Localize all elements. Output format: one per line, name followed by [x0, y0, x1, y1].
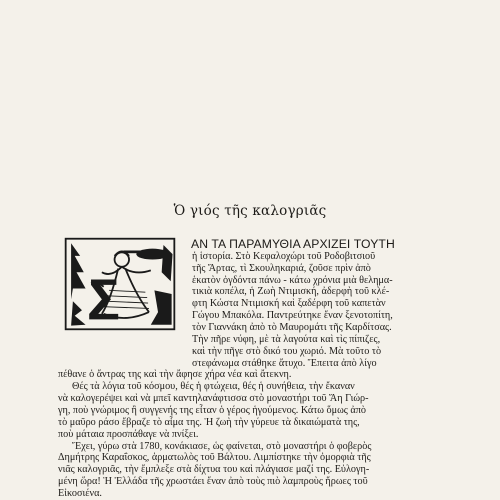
text-line: τὸ μαῦρο ράσο ἔβραζε τὸ αἷμα της. Ἡ ζωὴ τὴν γύρευε τὰ δικαιώματὰ της, [58, 416, 360, 428]
page-title: Ὁ γιός τῆς καλογριᾶς [173, 203, 327, 219]
text-line: στεφάνωμα στάθηκε ἄτυχο. Ἔπειτα ἀπὸ λίγο [192, 357, 377, 369]
text-line: ἑκατὸν ὀγδόντα πάνω - κάτω χρόνια μιὰ θελημα- [192, 274, 393, 286]
text-line: νιᾶς καλογριᾶς, τὴν ἔμπλεξε στὰ δίχτυα του καὶ πλάγιασε μαζί της. Εὐλογη- [58, 464, 370, 476]
text-line: Θές τὰ λόγια τοῦ κόσμου, θές ἡ φτώχεια, θές ἡ συνήθεια, τὴν ἔκαναν [72, 381, 355, 393]
text-line: Εἰκοσιένα. [58, 488, 102, 499]
text-line: γη, ποὺ γνώριμος ἢ συγγενής της εἶταν ὁ γέρος ἡγούμενος. Κάτω ὅμως ἀπὸ [58, 405, 366, 416]
text-line: πέθανε ὁ ἄντρας της καὶ τὴν ἄφησε χήρα νέα καὶ ἄτεκνη. [58, 369, 292, 381]
text-line: καὶ τὴν πῆγε στὸ δικό του χωριό. Μὰ τοῦτο τὸ [192, 345, 382, 357]
woodcut-illustration [58, 236, 182, 332]
text-line: τὸν Γιαννάκη ἀπὸ τὸ Μαυρομάτι τῆς Καρδίτσας. [192, 322, 392, 333]
text-line: Τὴν πῆρε νύφη, μὲ τὰ λαγούτα καὶ τὶς πίπιζες, [192, 333, 381, 345]
text-line: τικιὰ κοπέλα, ἡ Ζωὴ Ντιμισκή, ἀδερφὴ τοῦ κλέ- [192, 286, 390, 298]
text-line: φτη Κώστα Ντιμισκή καὶ ξαδέρφη τοῦ καπετὰν [192, 298, 386, 310]
opening-line: ΑΝ ΤΑ ΠΑΡΑΜΥΘΙΑ ΑΡΧΙΖΕΙ ΤΟΥΤΗ [191, 237, 395, 251]
text-line: Γώγου Μπακόλα. Παντρεύτηκε ἕναν ξενοτοπίτη, [192, 310, 393, 322]
text-line: Ἔχει, γύρω στὰ 1780, κονάκιασε, ὡς φαίνεται, στὸ μοναστήρι ὁ φοβερὸς [72, 440, 372, 452]
text-line: μένη ὥρα! Ἡ Ἑλλάδα τῆς χρωστάει ἕναν ἀπὸ τοὺς πιὸ λαμπροὺς ἥρωες τοῦ [58, 476, 368, 488]
text-line: ποὺ μάταια προσπάθαγε νὰ πνίξει. [58, 428, 199, 440]
text-line: ἡ ἱστορία. Στὸ Κεφαλοχώρι τοῦ Ροδοβιτσιοῦ [192, 250, 376, 262]
text-line: τῆς Ἄρτας, τὶ Σκουληκαριά, ζοῦσε πρὶν ἀπὸ [192, 262, 371, 274]
text-line: Δημήτρης Καραΐσκος, ἁρματωλὸς τοῦ Βάλτου. Λιμπίστηκε τὴν ὀμορφιὰ τῆς [58, 452, 371, 464]
text-line: νὰ καλογερέψει καὶ νὰ μπεῖ καντηλανάφτισσα στὸ μοναστήρι τοῦ Ἅη Γιώρ- [58, 393, 369, 405]
